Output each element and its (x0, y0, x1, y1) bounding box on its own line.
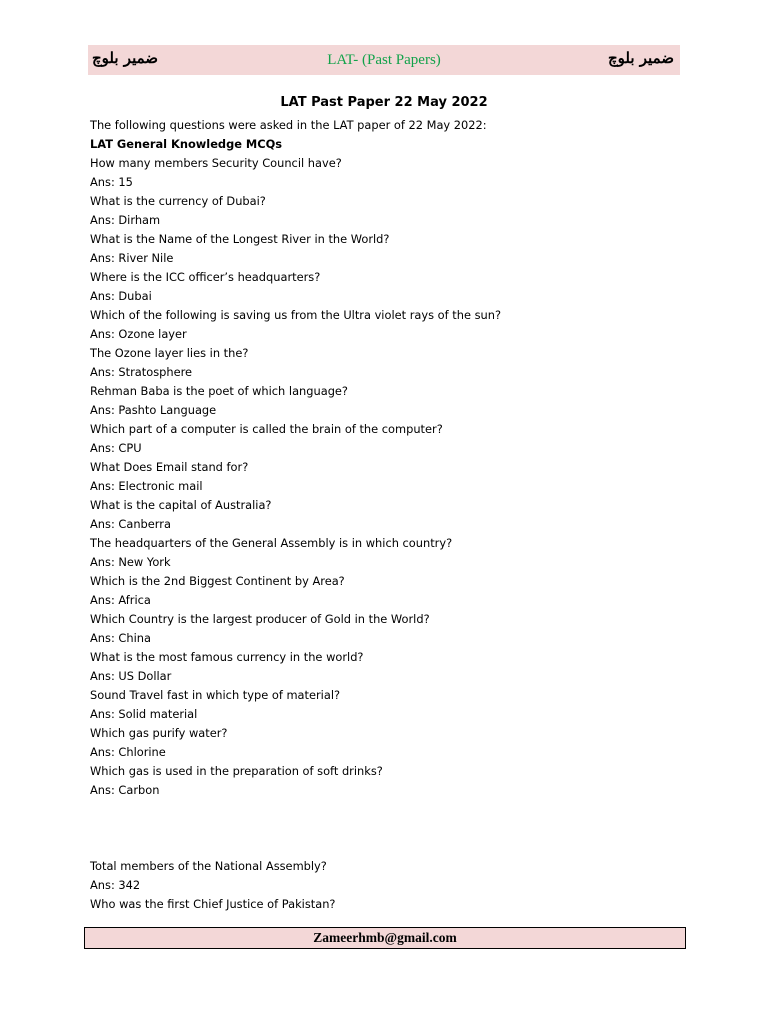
answer-line: Ans: 342 (90, 878, 141, 892)
question-line: Which is the 2nd Biggest Continent by Area? (90, 574, 345, 588)
page-header (88, 45, 680, 75)
answer-line: Ans: China (90, 631, 151, 645)
intro-text: The following questions were asked in the LAT paper of 22 May 2022: (90, 118, 487, 132)
header-author-name-right: ضمیر بلوچ (607, 49, 674, 67)
question-line: Which gas purify water? (90, 726, 228, 740)
header-author-name-left: ضمیر بلوچ (92, 49, 159, 67)
blank-gap (90, 800, 690, 857)
answer-line: Ans: Pashto Language (90, 403, 217, 417)
header-title: LAT- (Past Papers) (327, 52, 441, 68)
question-line: What is the currency of Dubai? (90, 194, 266, 208)
question-line: How many members Security Council have? (90, 156, 342, 170)
answer-line: Ans: Dubai (90, 289, 152, 303)
question-answer-list-continued (90, 857, 690, 914)
question-line: Who was the first Chief Justice of Pakistan? (90, 897, 336, 911)
answer-line: Ans: Chlorine (90, 745, 166, 759)
question-line: Which Country is the largest producer of Gold in the World? (90, 612, 430, 626)
section-heading: LAT General Knowledge MCQs (90, 137, 283, 151)
answer-line: Ans: New York (90, 555, 171, 569)
answer-line: Ans: Ozone layer (90, 327, 187, 341)
document-title: LAT Past Paper 22 May 2022 (280, 95, 488, 110)
question-line: Where is the ICC officer’s headquarters? (90, 270, 321, 284)
answer-line: Ans: Solid material (90, 707, 198, 721)
page-footer (84, 927, 686, 949)
answer-line: Ans: CPU (90, 441, 142, 455)
question-line: The Ozone layer lies in the? (90, 346, 249, 360)
answer-line: Ans: 15 (90, 175, 133, 189)
answer-line: Ans: River Nile (90, 251, 174, 265)
answer-line: Ans: Electronic mail (90, 479, 203, 493)
question-line: What is the capital of Australia? (90, 498, 272, 512)
document-body (90, 116, 690, 914)
answer-line: Ans: Dirham (90, 213, 161, 227)
footer-email: Zameerhmb@gmail.com (313, 930, 457, 945)
question-line: Sound Travel fast in which type of material? (90, 688, 341, 702)
question-line: The headquarters of the General Assembly is in which country? (90, 536, 453, 550)
question-line: Total members of the National Assembly? (90, 859, 327, 873)
question-line: Rehman Baba is the poet of which language? (90, 384, 348, 398)
answer-line: Ans: Carbon (90, 783, 160, 797)
question-line: Which of the following is saving us from the Ultra violet rays of the sun? (90, 308, 501, 322)
answer-line: Ans: Canberra (90, 517, 171, 531)
question-line: What is the Name of the Longest River in the World? (90, 232, 390, 246)
answer-line: Ans: Stratosphere (90, 365, 193, 379)
question-line: Which gas is used in the preparation of soft drinks? (90, 764, 383, 778)
answer-line: Ans: US Dollar (90, 669, 172, 683)
question-answer-list (90, 154, 690, 800)
question-line: Which part of a computer is called the brain of the computer? (90, 422, 443, 436)
answer-line: Ans: Africa (90, 593, 151, 607)
question-line: What is the most famous currency in the world? (90, 650, 364, 664)
question-line: What Does Email stand for? (90, 460, 249, 474)
